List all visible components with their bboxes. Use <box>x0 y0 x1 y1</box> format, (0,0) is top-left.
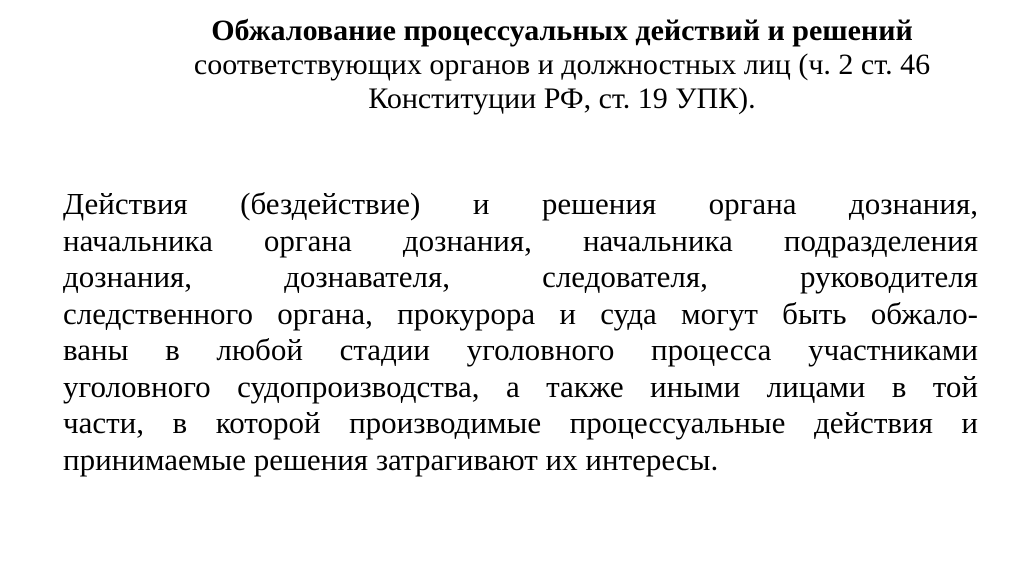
body-line: части, в которой производимые процессуальные действия и <box>63 405 978 440</box>
body-line: следственного органа, прокурора и суда могут быть обжало- <box>63 295 978 331</box>
body-line: начальника органа дознания, начальника подразделения <box>63 222 978 258</box>
slide-heading <box>90 14 1024 116</box>
body-line: ваны в любой стадии уголовного процесса участниками <box>63 332 978 367</box>
heading-subtitle-line-2: Конституции РФ, ст. 19 УПК). <box>368 82 756 115</box>
heading-title: Обжалование процессуальных действий и решений <box>211 14 913 47</box>
heading-subtitle-line-1: соответствующих органов и должностных лиц (ч. 2 ст. 46 <box>193 48 931 81</box>
body-paragraph <box>63 186 978 478</box>
body-line: дознания, дознавателя, следователя, руководителя <box>63 259 978 294</box>
body-line: уголовного судопроизводства, а также иными лицами в той <box>63 368 978 404</box>
body-line: принимаемые решения затрагивают их интересы. <box>63 441 719 477</box>
body-line: Действия (бездействие) и решения органа дознания, <box>63 186 978 221</box>
